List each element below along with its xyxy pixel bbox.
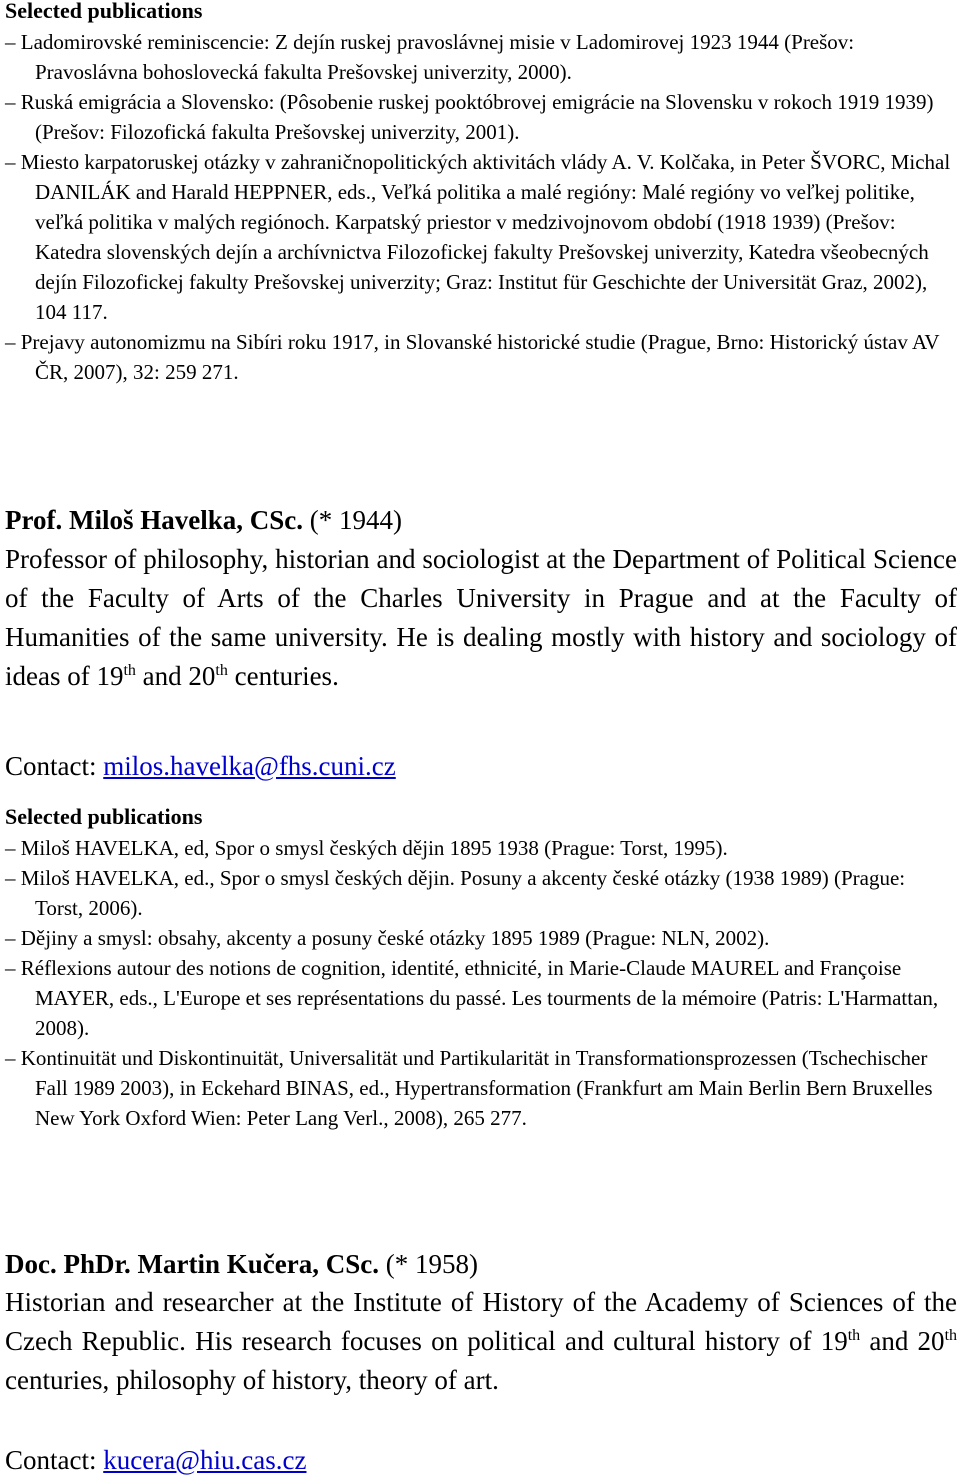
person-name: Doc. PhDr. Martin Kučera, CSc. — [5, 1249, 379, 1279]
publication-item: – Ruská emigrácia a Slovensko: (Pôsobenie ruskej pooktóbrovej emigrácie na Slovensku v rokoch 1919 1939) (Prešov: Filozofická fakulta Prešovskej univerzity, 2001). — [5, 90, 934, 144]
publication-item: – Miloš HAVELKA, ed., Spor o smysl českých dějin. Posuny a akcenty české otázky (1938 1989) (Prague: Torst, 2006). — [5, 866, 906, 920]
contact-label: Contact: — [5, 1445, 104, 1475]
publication-item: – Prejavy autonomizmu na Sibíri roku 1917, in Slovanské historické studie (Prague, Brno: Historický ústav AV ČR, 2007), 32: 259 271. — [5, 330, 940, 384]
publication-item: – Dějiny a smysl: obsahy, akcenty a posuny české otázky 1895 1989 (Prague: NLN, 2002). — [5, 926, 770, 950]
birth-year: (* 1944) — [309, 505, 402, 535]
contact-line — [5, 749, 396, 783]
publication-item: – Miesto karpatoruskej otázky v zahraničnopolitických aktivitách vlády A. V. Kolčaka, in Peter ŠVORC, Michal DANILÁK and Harald HEPPNER, eds., Veľká politika a malé regióny: Malé regióny vo veľkej politike, veľká politika v malých regiónoch. Karpatský priestor v medzivojnovom období (1918 1939) (Prešov: Katedra slovenských dejín a archívnictva Filozofickej fakulty Prešovskej univerzity, Katedra všeobecných dejín Filozofickej fakulty Prešovskej univerzity; Graz: Institut für Geschichte der Universität Graz, 2002), 104 117. — [5, 150, 951, 324]
publication-list — [5, 27, 955, 387]
email-link[interactable]: kucera@hiu.cas.cz — [103, 1445, 307, 1475]
person-bio: Historian and researcher at the Institute of History of the Academy of Sciences of the Czech Republic. His research focuses on political and cultural history of 19th and 20th centuries, philosophy of history, theory of art. — [5, 1287, 958, 1395]
selected-publications-heading: Selected publications — [5, 0, 203, 23]
publication-list — [5, 833, 955, 1133]
publication-item: – Kontinuität und Diskontinuität, Universalität und Partikularität in Transformationsprozessen (Tschechischer Fall 1989 2003), in Eckehard BINAS, ed., Hypertransformation (Frankfurt am Main Berlin Bern Bruxelles New York Oxford Wien: Peter Lang Verl., 2008), 265 277. — [5, 1046, 933, 1130]
person-name: Prof. Miloš Havelka, CSc. — [5, 505, 303, 535]
publication-item: – Ladomirovské reminiscencie: Z dejín ruskej pravoslávnej misie v Ladomirovej 1923 1944 (Prešov: Pravoslávna bohoslovecká fakulta Prešovskej univerzity, 2000). — [5, 30, 855, 84]
selected-publications-heading: Selected publications — [5, 804, 203, 829]
birth-year: (* 1958) — [385, 1249, 478, 1279]
publication-item: – Miloš HAVELKA, ed, Spor o smysl českých dějin 1895 1938 (Prague: Torst, 1995). — [5, 836, 728, 860]
person-bio: Professor of philosophy, historian and sociologist at the Department of Political Science of the Faculty of Arts of the Charles University in Prague and at the Faculty of Humanities of the same university. He is dealing mostly with history and sociology of ideas of 19th and 20th centuries. — [5, 544, 957, 691]
email-link[interactable]: milos.havelka@fhs.cuni.cz — [103, 751, 396, 781]
person-heading — [5, 1247, 478, 1281]
publication-item: – Réflexions autour des notions de cognition, identité, ethnicité, in Marie-Claude MAUREL and Françoise MAYER, eds., L'Europe et ses représentations du passé. Les tourments de la mémoire (Patris: L'Harmattan, 2008). — [5, 956, 939, 1040]
contact-line — [5, 1443, 307, 1477]
contact-label: Contact: — [5, 751, 104, 781]
person-heading — [5, 503, 402, 537]
